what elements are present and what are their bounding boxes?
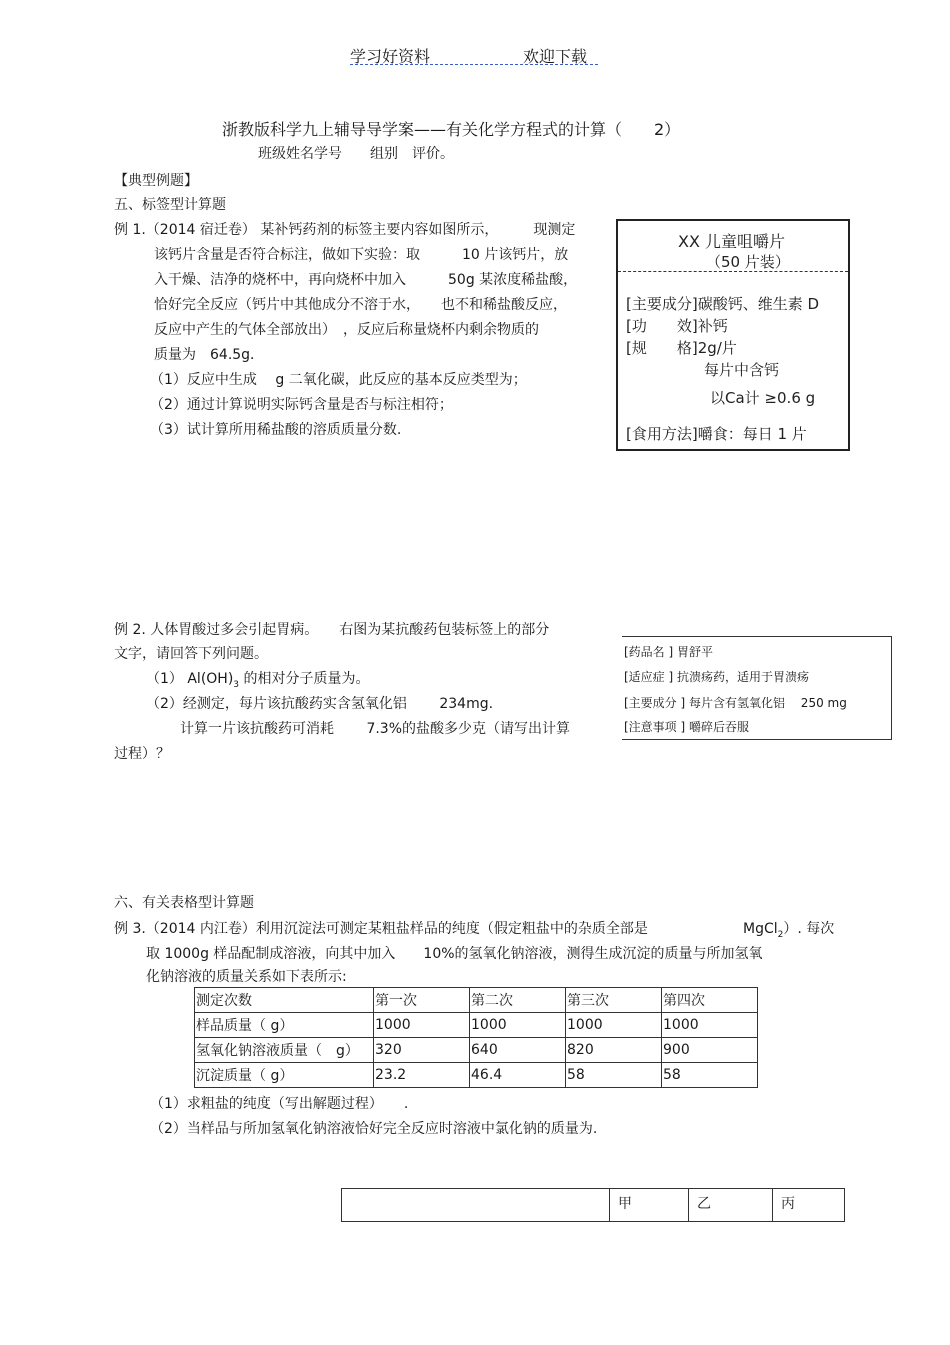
typical-examples-heading: 【典型例题】: [114, 173, 198, 189]
table-cell: 820: [566, 1038, 662, 1063]
example2-question-2-cont: 计算一片该抗酸药可消耗 7.3%的盐酸多少克（请写出计算: [180, 721, 571, 737]
table-cell: 氢氧化钠溶液质量（ g）: [195, 1038, 374, 1063]
label2-note: [注意事项 ] 嚼碎后吞服: [624, 720, 749, 734]
table-cell: 900: [662, 1038, 758, 1063]
table-cell: 1000: [470, 1013, 566, 1038]
mgcl-subscript: 2: [777, 929, 784, 940]
table-cell: 样品质量（ g）: [195, 1013, 374, 1038]
table-cell: 58: [566, 1063, 662, 1088]
header-right-text: 欢迎下载: [523, 47, 588, 66]
label1-divider: [618, 271, 848, 272]
example2-question-2-end: 过程）？: [114, 746, 170, 762]
label2-indication: [适应症 ] 抗溃疡药，适用于胃溃疡: [624, 670, 809, 684]
example3-question-1: （1）求粗盐的纯度（写出解题过程） .: [150, 1096, 409, 1112]
table-header-cell: 第一次: [374, 988, 470, 1013]
label1-spec: [规 格]2g/片: [626, 339, 737, 357]
example1-line: 例 1.（2014 宿迁卷） 某补钙药剂的标签主要内容如图所示， 现测定: [114, 222, 576, 238]
q1-rest: 的相对分子质量为。: [239, 671, 370, 687]
label1-calcium: 以Ca计 ≥0.6 g: [710, 389, 816, 407]
table-cell: 甲: [610, 1189, 689, 1222]
example1-question: （3）试计算所用稀盐酸的溶质质量分数.: [150, 422, 402, 438]
mgcl-formula: MgCl: [743, 921, 778, 937]
table-cell: 沉淀质量（ g）: [195, 1063, 374, 1088]
header-rule: [350, 64, 598, 65]
bottom-table: [341, 1188, 845, 1222]
section-5-heading: 五、标签型计算题: [114, 197, 226, 213]
table-header-row: [195, 988, 758, 1013]
example1-question: （2）通过计算说明实际钙含量是否与标注相符；: [150, 397, 453, 413]
table-header-cell: 测定次数: [195, 988, 374, 1013]
table-row: [195, 1063, 758, 1088]
section-6-heading: 六、有关表格型计算题: [114, 895, 254, 911]
table-cell: 23.2: [374, 1063, 470, 1088]
table-cell: [342, 1189, 610, 1222]
label1-usage: [食用方法]嚼食：每日 1 片: [626, 425, 807, 443]
calcium-tablet-label: [616, 219, 850, 451]
table-cell: 1000: [374, 1013, 470, 1038]
label1-effect: [功 效]补钙: [626, 317, 728, 335]
example1-line: 反应中产生的气体全部放出） ，反应后称量烧杯内剩余物质的: [154, 322, 539, 338]
example3-line-3: 化钠溶液的质量关系如下表所示:: [146, 969, 347, 985]
header-left-text: 学习好资料: [350, 47, 431, 66]
table-cell: 46.4: [470, 1063, 566, 1088]
table-cell: 1000: [566, 1013, 662, 1038]
antacid-label: [622, 636, 892, 740]
label1-pack: （50 片装）: [706, 253, 790, 271]
example1-question: （1）反应中生成 g 二氧化碳，此反应的基本反应类型为；: [150, 372, 527, 388]
precipitation-data-table: [194, 987, 758, 1088]
example3-line-1a: 例 3.（2014 内江卷）利用沉淀法可测定某粗盐样品的纯度（假定粗盐中的杂质全部是: [114, 921, 648, 937]
example1-line: 该钙片含量是否符合标注，做如下实验：取 10 片该钙片，放: [154, 247, 569, 263]
table-cell: 1000: [662, 1013, 758, 1038]
table-row: [195, 1038, 758, 1063]
table-header-cell: 第三次: [566, 988, 662, 1013]
example3-line-2: 取 1000g 样品配制成溶液，向其中加入 10%的氢氧化钠溶液，测得生成沉淀的质量与所加氢氧: [146, 946, 763, 962]
example1-line: 入干燥、洁净的烧杯中，再向烧杯中加入 50g 某浓度稀盐酸，: [154, 272, 578, 288]
table-cell: 320: [374, 1038, 470, 1063]
label1-ingredients: [主要成分]碳酸钙、维生素 D: [626, 295, 820, 313]
example2-line: 例 2. 人体胃酸过多会引起胃病。 右图为某抗酸药包装标签上的部分: [114, 622, 550, 638]
table-cell: 乙: [689, 1189, 773, 1222]
example2-question-1: [146, 668, 369, 690]
table-row: [195, 1013, 758, 1038]
page-title: 浙教版科学九上辅导导学案——有关化学方程式的计算（ 2）: [222, 120, 681, 139]
example1-line: 恰好完全反应（钙片中其他成分不溶于水， 也不和稀盐酸反应，: [154, 297, 567, 313]
table-header-cell: 第四次: [662, 988, 758, 1013]
q1-formula: （1） Al(OH): [146, 671, 234, 687]
table-header-cell: 第二次: [470, 988, 566, 1013]
table-cell: 58: [662, 1063, 758, 1088]
table-cell: 丙: [773, 1189, 845, 1222]
table-cell: 640: [470, 1038, 566, 1063]
label2-drug: [药品名 ] 胃舒平: [624, 645, 713, 659]
q1-subscript: 3: [233, 679, 240, 690]
example3-line-1b: [743, 918, 834, 940]
example3-question-2: （2）当样品与所加氢氧化钠溶液恰好完全反应时溶液中氯化钠的质量为.: [150, 1121, 598, 1137]
page-subtitle: 班级姓名学号 组别 评价。: [258, 146, 454, 162]
example1-line: 质量为 64.5g．: [154, 347, 265, 363]
label2-ingredient: [主要成分 ] 每片含有氢氧化铝 250 mg: [624, 696, 847, 710]
example2-question-2: （2）经测定，每片该抗酸药实含氢氧化铝 234mg.: [146, 696, 494, 712]
example2-line: 文字，请回答下列问题。: [114, 646, 268, 662]
label1-per-tablet: 每片中含钙: [704, 361, 780, 379]
example3-line-1c: ）. 每次: [783, 921, 835, 937]
label1-name: XX 儿童咀嚼片: [678, 232, 786, 251]
table-row: [342, 1189, 845, 1222]
